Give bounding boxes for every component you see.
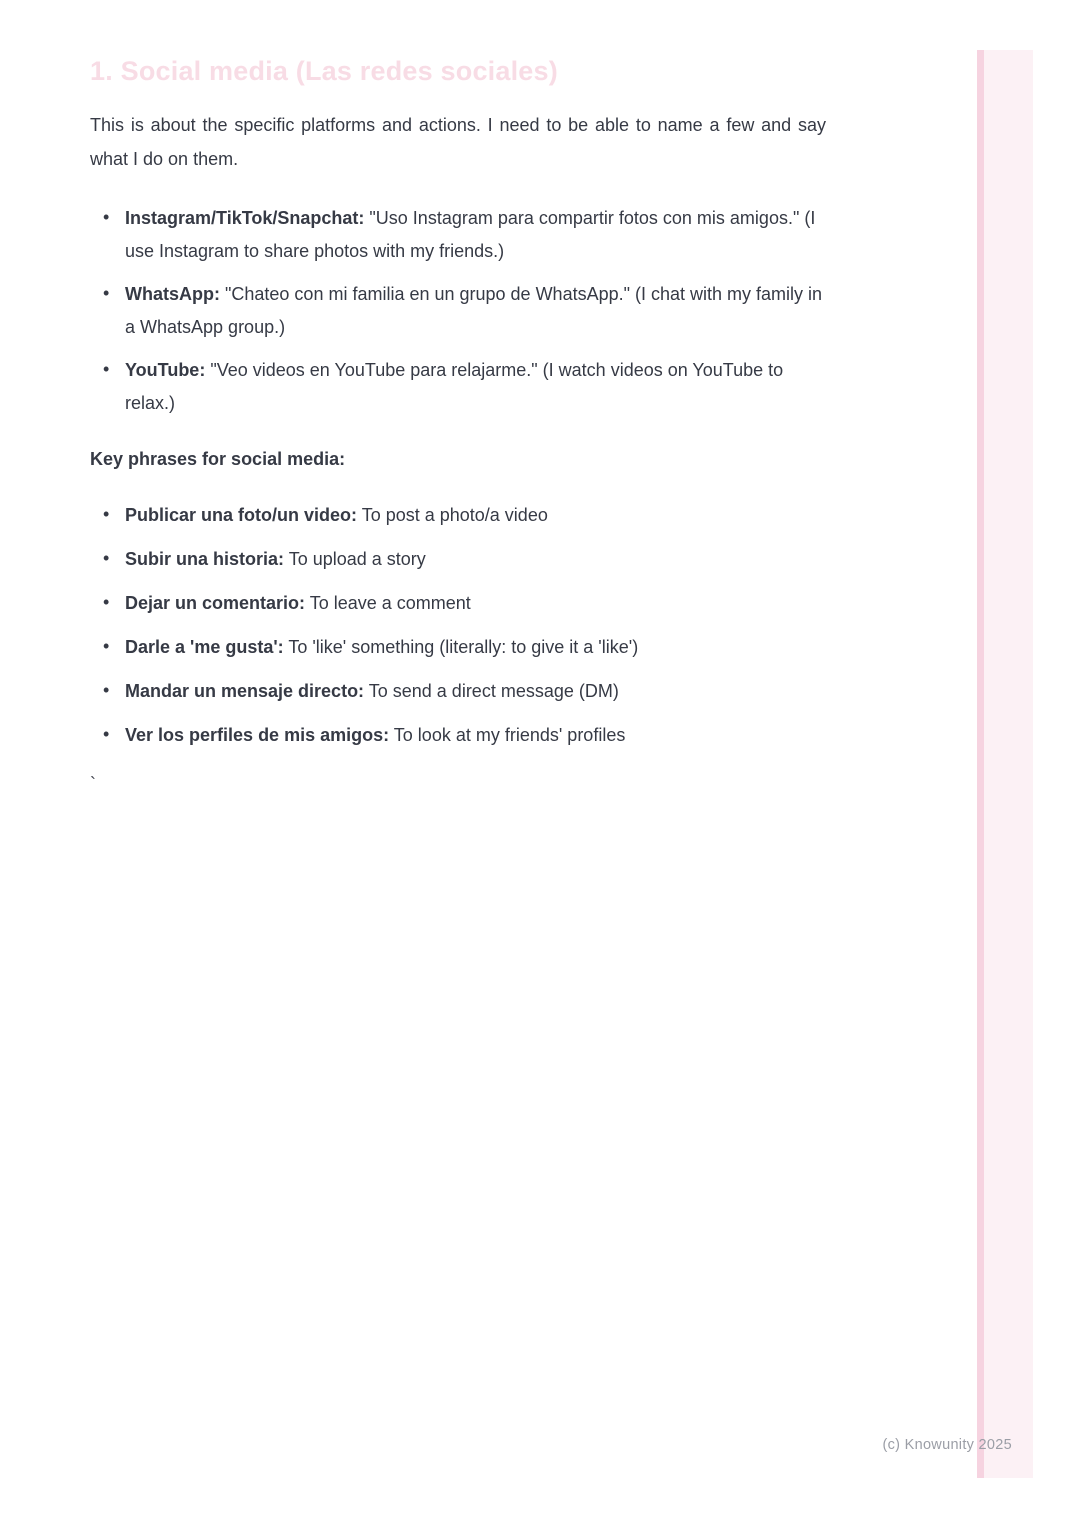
page-accent-stripe [977,50,1033,1478]
key-phrases-heading: Key phrases for social media: [90,449,346,469]
phrase-term: Subir una historia: [125,549,285,569]
phrase-desc: To leave a comment [309,593,471,613]
list-item [90,354,826,420]
phrase-term: Darle a 'me gusta': [125,637,284,657]
platform-term: Instagram/TikTok/Snapchat: [125,208,365,228]
intro-paragraph: This is about the specific platforms and actions. I need to be able to name a few and say what I do on them. [90,115,826,169]
list-item [90,719,826,752]
list-item [90,499,826,532]
bullet-icon: • [103,359,110,379]
bullet-icon: • [103,592,110,612]
phrase-term: Ver los perfiles de mis amigos: [125,725,390,745]
phrase-term: Mandar un mensaje directo: [125,681,365,701]
list-item [90,631,826,664]
bullet-icon: • [103,680,110,700]
list-item [90,202,826,268]
list-item [90,278,826,344]
platform-desc: "Chateo con mi familia en un grupo de WhatsApp." (I chat with my family in a WhatsApp group.) [125,284,823,337]
document-content [90,52,826,801]
platform-term: WhatsApp: [125,284,220,304]
bullet-icon: • [103,724,110,744]
platforms-list [90,202,826,420]
stray-character: ` [90,774,96,794]
key-phrases-list [90,499,826,752]
phrase-term: Publicar una foto/un video: [125,505,358,525]
bullet-icon: • [103,207,110,227]
list-item [90,543,826,576]
list-item [90,675,826,708]
phrase-desc: To upload a story [288,549,426,569]
phrase-desc: To look at my friends' profiles [393,725,626,745]
bullet-icon: • [103,283,110,303]
bullet-icon: • [103,636,110,656]
page-title: 1. Social media (Las redes sociales) [90,56,558,86]
platform-desc: "Veo videos en YouTube para relajarme." (I watch videos on YouTube to relax.) [125,360,784,413]
platform-desc: "Uso Instagram para compartir fotos con mis amigos." (I use Instagram to share photos with my friends.) [125,208,816,261]
phrase-desc: To post a photo/a video [361,505,548,525]
platform-term: YouTube: [125,360,206,380]
bullet-icon: • [103,504,110,524]
bullet-icon: • [103,548,110,568]
list-item [90,587,826,620]
phrase-term: Dejar un comentario: [125,593,306,613]
copyright-watermark: (c) Knowunity 2025 [882,1437,1012,1453]
phrase-desc: To send a direct message (DM) [368,681,619,701]
phrase-desc: To 'like' something (literally: to give it a 'like') [288,637,639,657]
